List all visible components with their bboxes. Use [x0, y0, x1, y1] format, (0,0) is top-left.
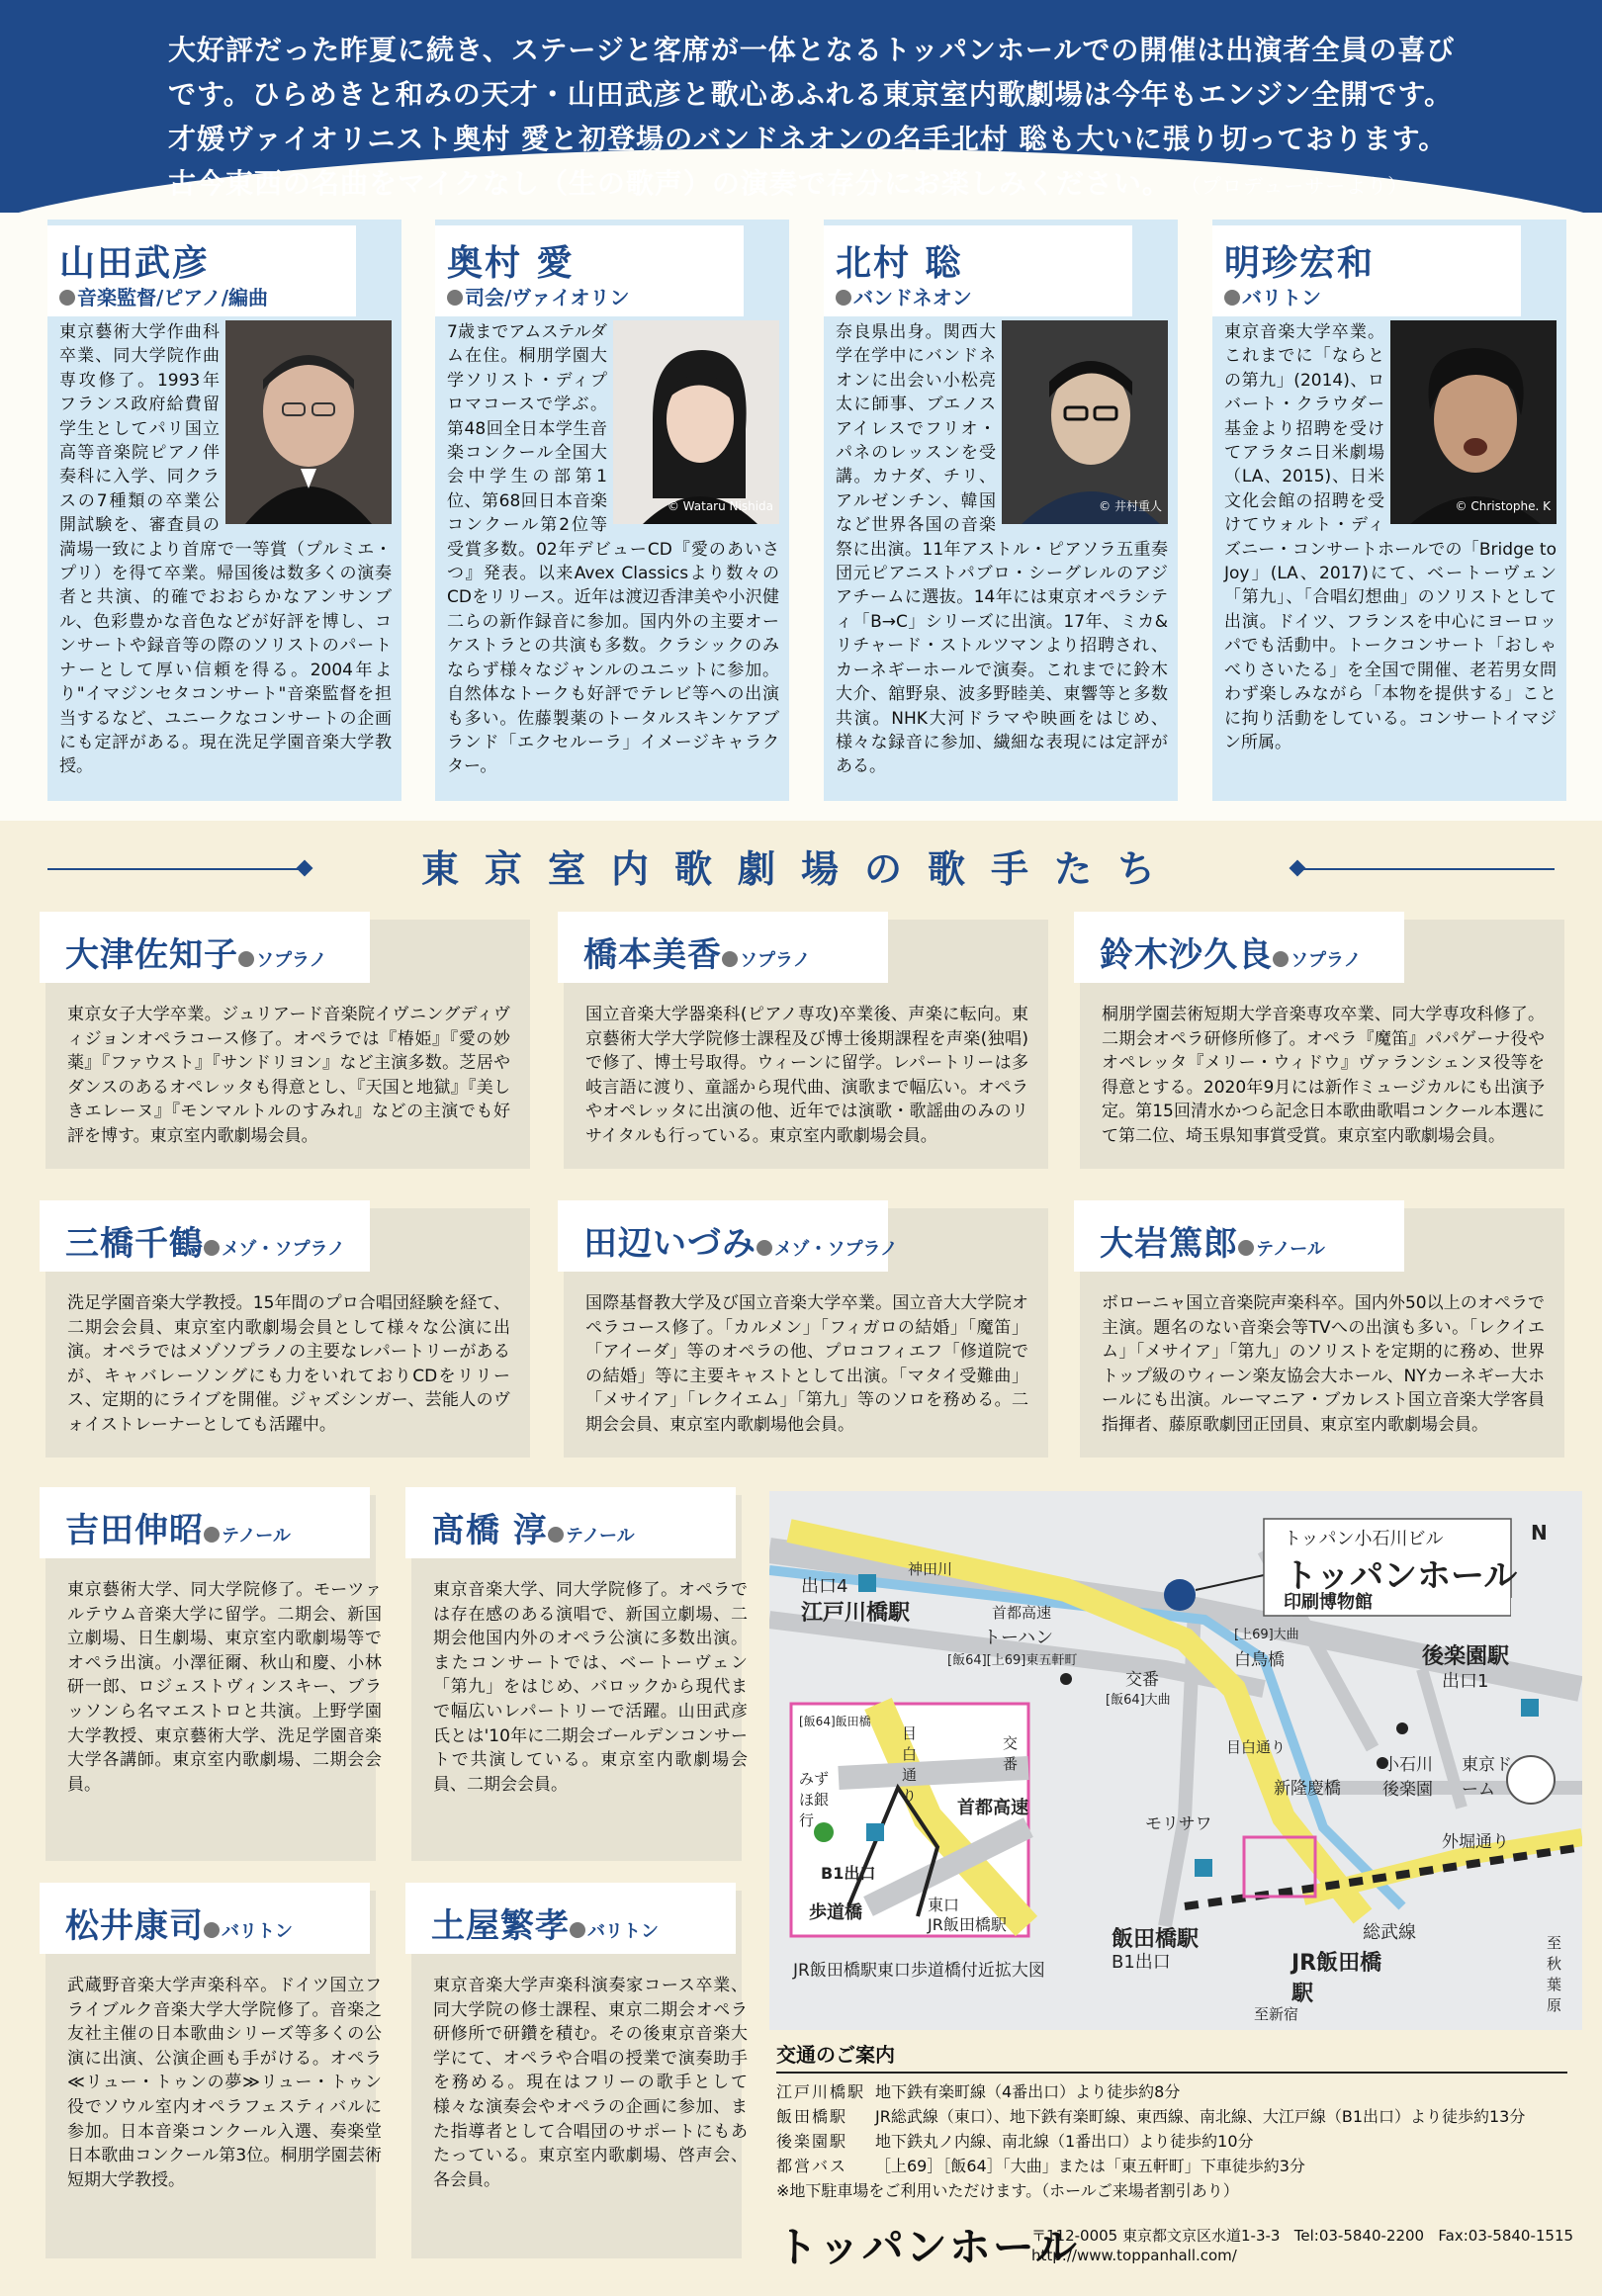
performer-header — [1212, 225, 1521, 316]
access-note: ※地下駐車場をご利用いただけます。（ホールご来場者割引あり） — [776, 2181, 1239, 2200]
map-label: 首都高速 — [992, 1604, 1052, 1622]
performer-bio: 東京藝術大学作曲科卒業、同大学院作曲専攻修了。1993年フランス政府給費留学生としてパリ国立高等音楽院ピアノ伴奏科に入学、同クラスの7種類の卒業公開試験を、審査員の満場一致により首席で一等賞（プルミエ・プリ）を得て卒業。帰国後は数多くの演奏者と共演、的確でおおらかなアンサンブル、色彩豊かな音色などが好評を博し、コンサートや録音等の際のソリストのパートナーとして厚い信頼を得る。2004年より"イマジンセタコンサート"音楽監督を担当するなど、ユニークなコンサートの企画にも定評がある。現在洗足学園音楽大学教授。 — [59, 322, 392, 777]
performer-card-myochin — [1212, 220, 1566, 801]
footer-url[interactable]: http://www.toppanhall.com/ — [1031, 2247, 1237, 2264]
singer-card — [411, 1495, 748, 1861]
access-map — [769, 1491, 1582, 2030]
singer-name: 三橋千鶴 メゾ・ソプラノ — [65, 1224, 345, 1264]
map-label: 江戸川橋駅 — [801, 1601, 911, 1626]
map-label: B1出口 — [1112, 1952, 1171, 1973]
north-indicator: N — [1531, 1521, 1548, 1545]
performer-role: 音楽監督/ピアノ/編曲 — [59, 282, 268, 310]
singer-card — [564, 1208, 1048, 1457]
singer-bio: 武蔵野音楽大学声楽科卒。ドイツ国立フライブルク音楽大学大学院修了。音楽之友社主催の日本歌曲シリーズ等多くの公演に出演、公演企画も手がける。オペラ≪リュー・トゥンの夢≫リュー・トゥン役でソウル室内オペラフェスティバルに参加。日本音楽コンクール入選、奏楽堂日本歌曲コンクール第3位。桐朋学園芸術短期大学教授。 — [67, 1976, 382, 2190]
performer-card-kitamura — [824, 220, 1178, 801]
map-label: 神田川 — [908, 1560, 953, 1578]
performer-role: バンドネオン — [836, 282, 972, 310]
singer-bio: 東京女子大学卒業。ジュリアード音楽院イヴニングディヴィジョンオペラコース修了。オペラでは『椿姫』『愛の妙薬』『ファウスト』『サンドリヨン』など主演多数。芝居やダンスのあるオペレッタも得意とし、『天国と地獄』『美しきエレーヌ』『モンマルトルのすみれ』などの主演でも好評を博す。東京室内歌劇場会員。 — [67, 1005, 510, 1146]
map-label: 飯田橋駅 — [1112, 1927, 1200, 1952]
performer-card-yamada — [47, 220, 401, 801]
map-label: [上69]大曲 — [1234, 1628, 1299, 1642]
performer-name: 明珍宏和 — [1224, 242, 1376, 284]
singer-name: 田辺いづみ メゾ・ソプラノ — [583, 1224, 898, 1264]
performer-name: 北村 聡 — [836, 242, 963, 284]
performer-header — [435, 225, 744, 316]
map-label: 東京ドーム — [1462, 1755, 1512, 1800]
intro-text — [168, 28, 1473, 209]
performer-bio: © Christophe. K 東京音楽大学卒業。これまでに「ならとの第九」(2014)、ロバート・クラウダー基金より招聘を受けてアラタニ日米劇場（LA、2015)、日米文化会館の招聘を受けてウォルト・ディズニー・コンサートホールでの「Bridge to Joy」(LA、2017)にて、ベートーヴェン「第九」、「合唱幻想曲」のソリストとして出演。ドイツ、フランスを中心にヨーロッパでも活動中。トークコンサート「おしゃべりさいたる」を全国で開催、老若男女問わず楽しみながら「本物を提供する」ことに拘り活動をしている。コンサートイマジン所属。 — [1224, 322, 1557, 752]
singer-bio: 東京音楽大学、同大学院修了。オペラでは存在感のある演唱で、新国立劇場、二期会他国内外のオペラ公演に多数出演。またコンサートでは、ベートーヴェン「第九」をはじめ、バロックから現代まで幅広いレパートリーで活躍。山田武彦氏とは'10年に二期会ゴールデンコンサートで共演している。東京室内歌劇場会員、二期会会員。 — [433, 1580, 748, 1795]
singer-card — [1080, 1208, 1564, 1457]
singer-name: 大津佐知子 ソプラノ — [65, 935, 327, 975]
intro-line: 古今東西の名曲をマイクなし（生の歌声）の演奏で存分にお楽しみください。 — [168, 167, 1171, 200]
map-label: [飯64]大曲 — [1106, 1693, 1171, 1708]
access-row: 江戸川橋駅 地下鉄有楽町線（4番出口）より徒歩約8分 — [776, 2082, 1181, 2101]
performer-role: バリトン — [1224, 282, 1321, 310]
hall-logo: トッパンホール — [776, 2223, 1079, 2271]
singer-card — [411, 1891, 748, 2258]
performer-photo — [1390, 320, 1557, 524]
performer-bio: © 井村重人 奈良県出身。関西大学在学中にバンドネオンに出会い小松亮太に師事、ブエノスアイレスでフリオ・パネのレッスンを受講。カナダ、チリ、アルゼンチン、韓国など世界各国の音楽祭に出演。11年アストル・ピアソラ五重奏団元ピアニストパブロ・シーグレルのアジアチームに選抜。14年には東京オペラシティ「B→C」シリーズに出演。17年、ミカ&リチャード・ストルツマンより招聘され、カーネギーホールで演奏。これまでに鈴木大介、舘野泉、波多野睦美、東響等と多数共演。NHK大河ドラマや映画をはじめ、様々な録音に参加、繊細な表現には定評がある。 — [836, 322, 1168, 777]
map-label: 白鳥橋 — [1234, 1650, 1285, 1670]
singer-card — [1080, 920, 1564, 1169]
singer-name: 鈴木沙久良 ソプラノ — [1100, 935, 1362, 975]
map-label: 目白通り — [902, 1724, 918, 1805]
map-museum: 印刷博物館 — [1284, 1592, 1373, 1613]
singer-bio: 国際基督教大学及び国立音楽大学卒業。国立音大大学院オペラコース修了。「カルメン」「フィガロの結婚」「魔笛」「アイーダ」等のオペラの他、プロコフィエフ「修道院での結婚」等に主要キャストとして出演。「マタイ受難曲」「メサイア」「レクイエム」「第九」等のソロを務める。二期会会員、東京室内歌劇場他会員。 — [585, 1293, 1028, 1435]
performer-header — [47, 225, 356, 316]
singer-card — [45, 1208, 530, 1457]
performer-photo — [613, 320, 779, 524]
map-label: 出口4 — [801, 1576, 848, 1597]
performer-header — [824, 225, 1132, 316]
access-row: 都営バス ［上69］［飯64］「大曲」または「東五軒町」下車徒歩約3分 — [776, 2157, 1305, 2175]
map-label: 外堀通り — [1442, 1832, 1509, 1852]
photo-credit: © Christophe. K — [1455, 498, 1551, 513]
performer-role: 司会/ヴァイオリン — [447, 282, 630, 310]
singer-bio: 国立音楽大学器楽科(ピアノ専攻)卒業後、声楽に転向。東京藝術大学大学院修士課程及び博士後期課程を声楽(独唱)で修了、博士号取得。ウィーンに留学。レパートリーは多岐言語に渡り、童謡から現代曲、演歌まで幅広い。オペラやオペレッタに出演の他、近年では演歌・歌謡曲のみのリサイタルも行っている。東京室内歌劇場会員。 — [585, 1005, 1028, 1146]
map-label: 至新宿 — [1254, 2005, 1299, 2023]
map-label: 出口1 — [1442, 1671, 1489, 1692]
singer-name: 土屋繁孝 バリトン — [431, 1906, 659, 1946]
map-label: B1出口 — [821, 1864, 876, 1883]
singer-name: 吉田伸昭 テノール — [65, 1511, 291, 1550]
singer-bio: 桐朋学園芸術短期大学音楽専攻卒業、同大学専攻科修了。二期会オペラ研修所修了。オペラ『魔笛』パパゲーナ役やオペレッタ『メリー・ウィドウ』ヴァランシェンヌ役等を得意とする。2020年9月には新作ミュージカルにも出演予定。第15回清水かつら記念日本歌曲歌唱コンクール本選にて第二位、埼玉県知事賞受賞。東京室内歌劇場会員。 — [1102, 1005, 1545, 1146]
singer-card — [45, 1891, 382, 2258]
intro-line: 大好評だった昨夏に続き、ステージと客席が一体となるトッパンホールでの開催は出演者全員の喜び — [168, 34, 1456, 66]
map-label: 交番 — [1003, 1734, 1019, 1773]
singer-bio: 洗足学園音楽大学教授。15年間のプロ合唱団経験を経て、二期会会員、東京室内歌劇場会員として様々な公演に出演。オペラではメゾソプラノの主要なレパートリーがあるが、キャバレーソングにも力をいれておりCDをリリース、定期的にライブを開催。ジャズシンガー、芸能人のヴォイストレーナーとしても活躍中。 — [67, 1293, 510, 1435]
intro-line: 才媛ヴァイオリニスト奥村 愛と初登場のバンドネオンの名手北村 聡も大いに張り切っております。 — [168, 123, 1448, 155]
singer-name: 松井康司 バリトン — [65, 1906, 293, 1946]
map-hall-name: トッパンホール — [1284, 1556, 1518, 1596]
footer-contact: 〒112-0005 東京都文京区水道1-3-3 Tel:03-5840-2200 Fax:03-5840-1515 — [1031, 2227, 1574, 2245]
map-label: 後楽園駅 — [1422, 1644, 1510, 1669]
map-label: 歩道橋 — [809, 1902, 862, 1923]
producer-note: （プロデューサーより） — [1190, 174, 1409, 198]
map-label: 東口 — [928, 1896, 960, 1914]
singer-card — [45, 920, 530, 1169]
map-label: JR飯田橋駅 — [928, 1915, 1007, 1934]
map-label: 交番 — [1125, 1670, 1159, 1690]
performer-name: 奥村 愛 — [447, 242, 575, 284]
performer-name: 山田武彦 — [59, 242, 211, 284]
access-row: 後楽園駅 地下鉄丸ノ内線、南北線（1番出口）より徒歩約10分 — [776, 2132, 1254, 2151]
singer-name: 髙橋 淳 テノール — [431, 1511, 635, 1550]
singer-name: 大岩篤郎 テノール — [1100, 1224, 1325, 1264]
intro-line: です。ひらめきと和みの天才・山田武彦と歌心あふれる東京室内歌劇場は今年もエンジン全開です。 — [168, 78, 1454, 111]
singer-name: 橋本美香 ソプラノ — [583, 935, 811, 975]
access-row: 飯田橋駅 JR総武線（東口）、地下鉄有楽町線、東西線、南北線、大江戸線（B1出口）より徒歩約13分 — [776, 2107, 1526, 2126]
photo-credit: © Wataru Nishida — [667, 498, 773, 513]
performer-bio: © Wataru Nishida 7歳までアムステルダム在住。桐朋学園大学ソリスト・ディプロマコースで学ぶ。第48回全日本学生音楽コンクール全国大会中学生の部第1位、第68回日本音楽コンクール第2位等受賞多数。02年デビューCD『愛のあいさつ』発表。以来Avex Classicsより数々のCDをリリース。近年は渡辺香津美や小沢健二らの新作録音に参加。国内外の主要オーケストラとの共演も多数。クラシックのみならず様々なジャンルのユニットに参加。自然体なトークも好評でテレビ等への出演も多い。佐藤製薬のトータルスキンケアブランド「エクセルーラ」イメージキャラクター。 — [447, 322, 779, 777]
access-title: 交通のご案内 — [776, 2039, 1567, 2074]
map-label: 目白通り — [1226, 1738, 1287, 1756]
singer-bio: 東京藝術大学、同大学院修了。モーツァルテウム音楽大学に留学。二期会、新国立劇場、日生劇場、東京室内歌劇場等でオペラ出演。小澤征爾、秋山和慶、小林研一郎、ロジェストヴィンスキー、ブラッソンら名マエストロと共演。上野学園大学教授、東京藝術大学、洗足学園音楽大学各講師。東京室内歌劇場、二期会会員。 — [67, 1580, 382, 1795]
map-label: 首都高速 — [957, 1798, 1028, 1818]
singer-bio: 東京音楽大学声楽科演奏家コース卒業、同大学院の修士課程、東京二期会オペラ研修所で研鑽を積む。その後東京音楽大学にて、オペラや合唱の授業で演奏助手を務める。現在はフリーの歌手として様々な演奏会やオペラの企画に参加、また指導者として合唱団のサポートにもあたっている。東京室内歌劇場、啓声会、各会員。 — [433, 1976, 748, 2190]
map-label: 新隆慶橋 — [1274, 1779, 1341, 1799]
access-info — [776, 2039, 1582, 2203]
map-label: トーハン — [983, 1628, 1054, 1648]
singer-card — [45, 1495, 382, 1861]
performer-card-okumura — [435, 220, 789, 801]
singer-card — [564, 920, 1048, 1169]
map-label: みずほ銀行 — [799, 1770, 830, 1829]
performer-photo — [1002, 320, 1168, 524]
performer-photo — [225, 320, 392, 524]
map-label: [飯64]飯田橋 — [799, 1715, 871, 1728]
map-label: [飯64][上69]東五軒町 — [947, 1653, 1078, 1668]
map-label: 小石川後楽園 — [1382, 1755, 1433, 1800]
map-label: JR飯田橋駅 — [1291, 1951, 1382, 2006]
map-label: モリサワ — [1145, 1814, 1212, 1834]
section-title: 東京室内歌劇場の歌手たち — [420, 846, 1181, 891]
map-label: 総武線 — [1363, 1922, 1416, 1943]
map-inset-caption: JR飯田橋駅東口歩道橋付近拡大図 — [793, 1961, 1045, 1981]
map-building-sub: トッパン小石川ビル — [1284, 1529, 1444, 1549]
map-label: 至秋葉原 — [1547, 1934, 1562, 2014]
singer-bio: ボローニャ国立音楽院声楽科卒。国内外50以上のオペラで主演。題名のない音楽会等TVへの出演も多い。「レクイエム」「メサイア」「第九」のソリストを定期的に務め、世界トップ級のウィーン楽友協会大ホール、NYカーネギー大ホールにも出演。ルーマニア・ブカレスト国立音楽大学客員指揮者、藤原歌劇団正団員、東京室内歌劇場会員。 — [1102, 1293, 1545, 1435]
photo-credit: © 井村重人 — [1099, 498, 1162, 513]
